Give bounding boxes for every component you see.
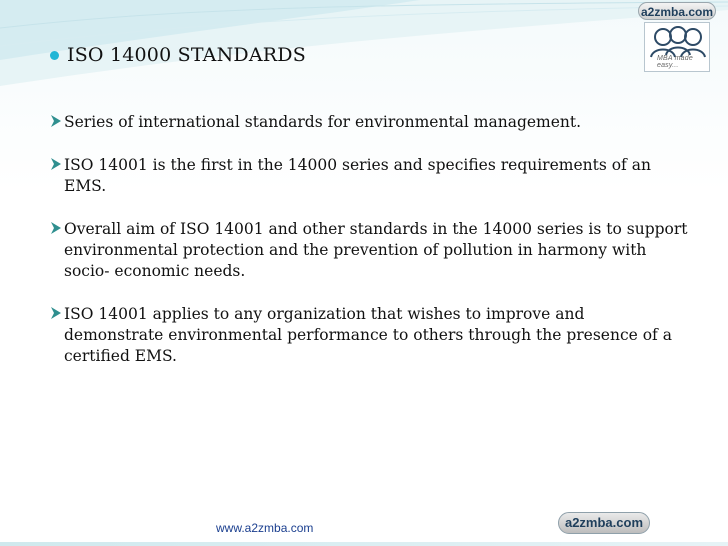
arrow-bullet-icon — [48, 221, 64, 235]
logo-box — [644, 22, 710, 72]
footer-divider — [0, 542, 728, 546]
logo-badge: a2zmba.com — [638, 2, 716, 20]
list-item — [48, 304, 688, 367]
list-item-text: Series of international standards for environmental management. — [64, 113, 582, 131]
footer-link[interactable]: www.a2zmba.com — [216, 521, 314, 535]
arrow-bullet-icon — [48, 157, 64, 171]
list-item — [48, 155, 688, 197]
arrow-bullet-icon — [48, 114, 64, 128]
footer-logo-badge[interactable]: a2zmba.com — [558, 512, 650, 534]
title-row — [50, 44, 306, 66]
list-item-text: Overall aim of ISO 14001 and other standards in the 14000 series is to support environmental protection and the prevention of pollution in harmony with socio- economic needs. — [64, 220, 688, 280]
list-item-text: ISO 14001 is the first in the 14000 series and specifies requirements of an EMS. — [64, 156, 651, 195]
logo-tagline: MBA made easy... — [657, 55, 693, 69]
list-item-text: ISO 14001 applies to any organization that wishes to improve and demonstrate environmental performance to others through the presence of a certified EMS. — [64, 305, 672, 365]
brand-logo[interactable] — [636, 2, 720, 76]
slide-title: ISO 14000 STANDARDS — [67, 44, 306, 66]
round-bullet-icon — [50, 51, 59, 60]
list-item — [48, 112, 688, 133]
arrow-bullet-icon — [48, 306, 64, 320]
list-item — [48, 219, 688, 282]
bullet-list — [48, 112, 688, 389]
